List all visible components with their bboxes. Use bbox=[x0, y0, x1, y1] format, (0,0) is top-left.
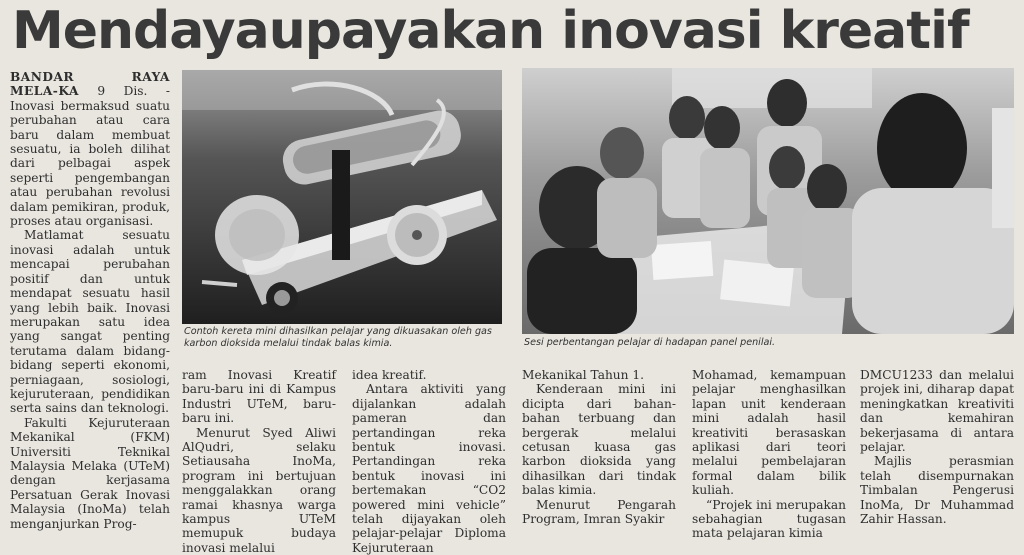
paragraph: Majlis perasmian telah disempurnakan Timbalan Pengerusi InoMa, Dr Muhammad Zahir Hassan. bbox=[860, 454, 1014, 527]
paragraph: DMCU1233 dan melalui projek ini, diharap dapat meningkatkan kreativiti dan kemahiran bekerjasama di antara pelajar. bbox=[860, 368, 1014, 455]
headline: Mendayaupayakan inovasi kreatif bbox=[12, 1, 969, 61]
dateline: BANDAR RAYA MELA-KA bbox=[10, 70, 170, 99]
paragraph: Menurut Syed Aliwi AlQudri, selaku Setiausaha InoMa, program ini bertujuan menggalakkan orang ramai khasnya warga kampus UTeM memupuk budaya inovasi melalui bbox=[182, 425, 336, 555]
paragraph: Menurut Pengarah Program, Imran Syakir bbox=[522, 497, 676, 527]
paragraph: ram Inovasi Kreatif baru-baru ini di Kampus Industri UTeM, baru-baru ini. bbox=[182, 368, 336, 426]
paragraph: “Projek ini merupakan sebahagian tugasan mata pelajaran kimia bbox=[692, 497, 846, 541]
paragraph: Antara aktiviti yang dijalankan adalah pameran dan pertandingan reka bentuk inovasi. Pertandingan reka bentuk inovasi ini bertemakan “CO2 powered mini vehicle” telah dijayakan oleh pelajar-pelajar Diploma Kejuruteraan bbox=[352, 382, 506, 555]
paragraph: Mohamad, kemampuan pelajar menghasilkan lapan unit kenderaan mini adalah hasil kreativiti berasaskan aplikasi dari teori melalui pembelajaran formal dalam bilik kuliah. bbox=[692, 368, 846, 498]
lead-text: 9 Dis. - Inovasi bermaksud suatu perubahan atau cara baru dalam membuat sesuatu, ia boleh dilihat dari pelbagai aspek seperti pengembangan atau perubahan revolusi dalam pemikiran, produk, proses atau organisasi. bbox=[10, 84, 170, 229]
paragraph: idea kreatif. bbox=[352, 368, 427, 382]
article-column-2 bbox=[182, 368, 336, 555]
mini-car-illustration bbox=[182, 70, 502, 324]
paragraph: Fakulti Kejuruteraan Mekanikal (FKM) Universiti Teknikal Malaysia Melaka (UTeM) dengan kerjasama Persatuan Gerak Inovasi Malaysia (InoMa) telah menganjurkan Prog- bbox=[10, 415, 170, 531]
photo-presentation-session bbox=[522, 68, 1014, 334]
paragraph: Mekanikal Tahun 1. bbox=[522, 368, 645, 382]
article-column-4 bbox=[522, 368, 676, 526]
presentation-illustration bbox=[522, 68, 1014, 334]
article-column-5 bbox=[692, 368, 846, 541]
caption-right: Sesi perbentangan pelajar di hadapan panel penilai. bbox=[524, 337, 776, 348]
paragraph: Matlamat sesuatu inovasi adalah untuk mencapai perubahan positif dan untuk mendapat sesuatu hasil yang lebih baik. Inovasi merupakan satu idea yang sangat penting terutama dalam bidang-bidang seperti ekonomi, perniagaan, sosiologi, kejuruteraan, pendidikan serta sains dan teknologi. bbox=[10, 228, 170, 416]
caption-left: Contoh kereta mini dihasilkan pelajar yang dikuasakan oleh gas karbon dioksida melalui tindak balas kimia. bbox=[184, 326, 492, 349]
lead-paragraph bbox=[10, 70, 170, 228]
article-column-1 bbox=[10, 70, 170, 531]
article-column-6 bbox=[860, 368, 1014, 526]
paragraph: Kenderaan mini ini dicipta dari bahan-bahan terbuang dan bergerak melalui cetusan kuasa gas karbon dioksida yang dihasilkan dari tindak balas kimia. bbox=[522, 382, 676, 498]
article-column-3 bbox=[352, 368, 506, 555]
photo-co2-mini-car bbox=[182, 70, 502, 324]
